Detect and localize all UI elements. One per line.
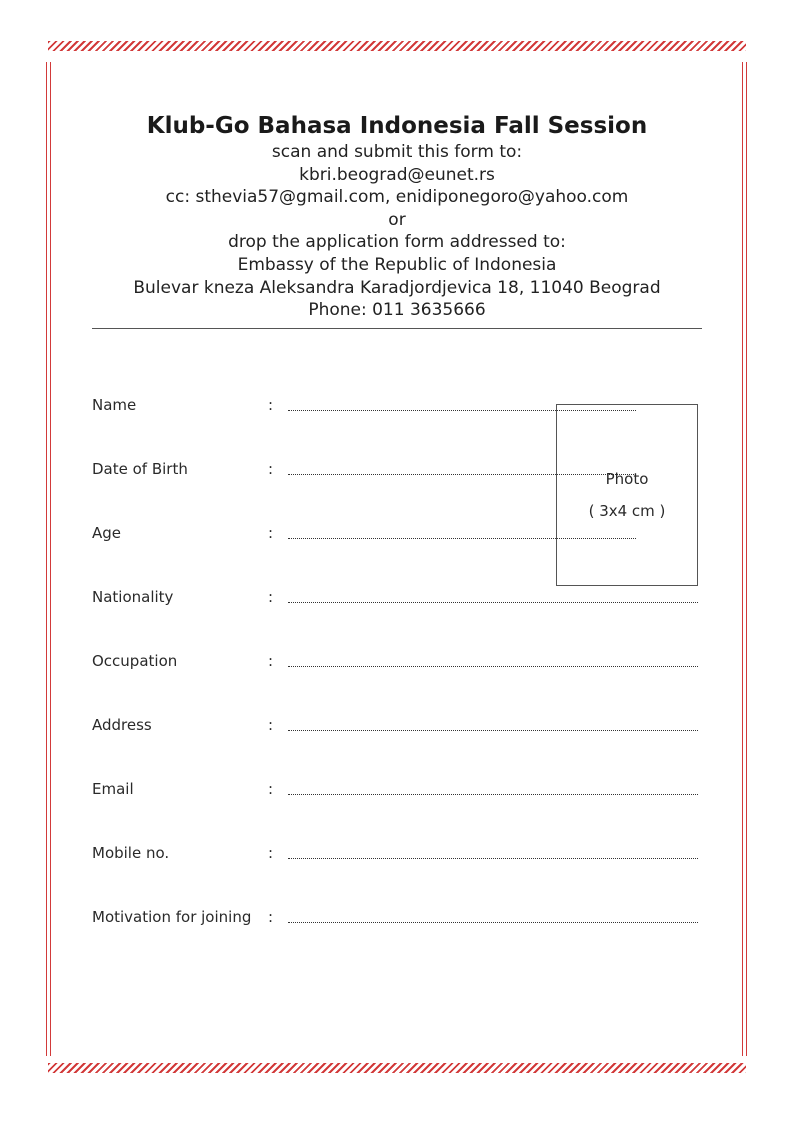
cc-emails: cc: sthevia57@gmail.com, enidiponegoro@yahoo.com [165, 187, 629, 208]
embassy-address: Bulevar kneza Aleksandra Karadjordjevica 18, 11040 Beograd [133, 277, 661, 298]
field-colon: : [268, 524, 274, 542]
email-field[interactable] [288, 794, 698, 795]
top-decorative-stripe [48, 41, 746, 51]
field-colon: : [268, 396, 274, 414]
page-title: Klub-Go Bahasa Indonesia Fall Session [146, 113, 648, 139]
field-label-occupation: Occupation [92, 652, 178, 670]
drop-instruction: drop the application form addressed to: [228, 232, 566, 253]
field-label-age: Age [92, 524, 122, 542]
submit-email: kbri.beograd@eunet.rs [299, 164, 495, 185]
photo-box[interactable] [556, 404, 698, 586]
field-colon: : [268, 652, 274, 670]
field-colon: : [268, 460, 274, 478]
field-label-motivation: Motivation for joining [92, 908, 252, 926]
field-colon: : [268, 588, 274, 606]
embassy-name: Embassy of the Republic of Indonesia [237, 254, 557, 275]
mobile-field[interactable] [288, 858, 698, 859]
instruction-line: scan and submit this form to: [271, 142, 523, 162]
header-divider [92, 328, 702, 329]
field-colon: : [268, 908, 274, 926]
bottom-decorative-stripe [48, 1063, 746, 1073]
field-label-email: Email [92, 780, 134, 798]
field-colon: : [268, 844, 274, 862]
motivation-field[interactable] [288, 922, 698, 923]
photo-label: Photo [605, 470, 649, 488]
form-header [0, 111, 794, 322]
field-label-date-of-birth: Date of Birth [92, 460, 188, 478]
address-field[interactable] [288, 730, 698, 731]
field-label-nationality: Nationality [92, 588, 174, 606]
occupation-field[interactable] [288, 666, 698, 667]
field-label-name: Name [92, 396, 137, 414]
field-colon: : [268, 716, 274, 734]
photo-size-label: ( 3x4 cm ) [588, 502, 666, 520]
field-label-mobile: Mobile no. [92, 844, 170, 862]
field-label-address: Address [92, 716, 152, 734]
embassy-phone: Phone: 011 3635666 [308, 300, 486, 321]
field-colon: : [268, 780, 274, 798]
or-text: or [388, 209, 406, 230]
nationality-field[interactable] [288, 602, 698, 603]
